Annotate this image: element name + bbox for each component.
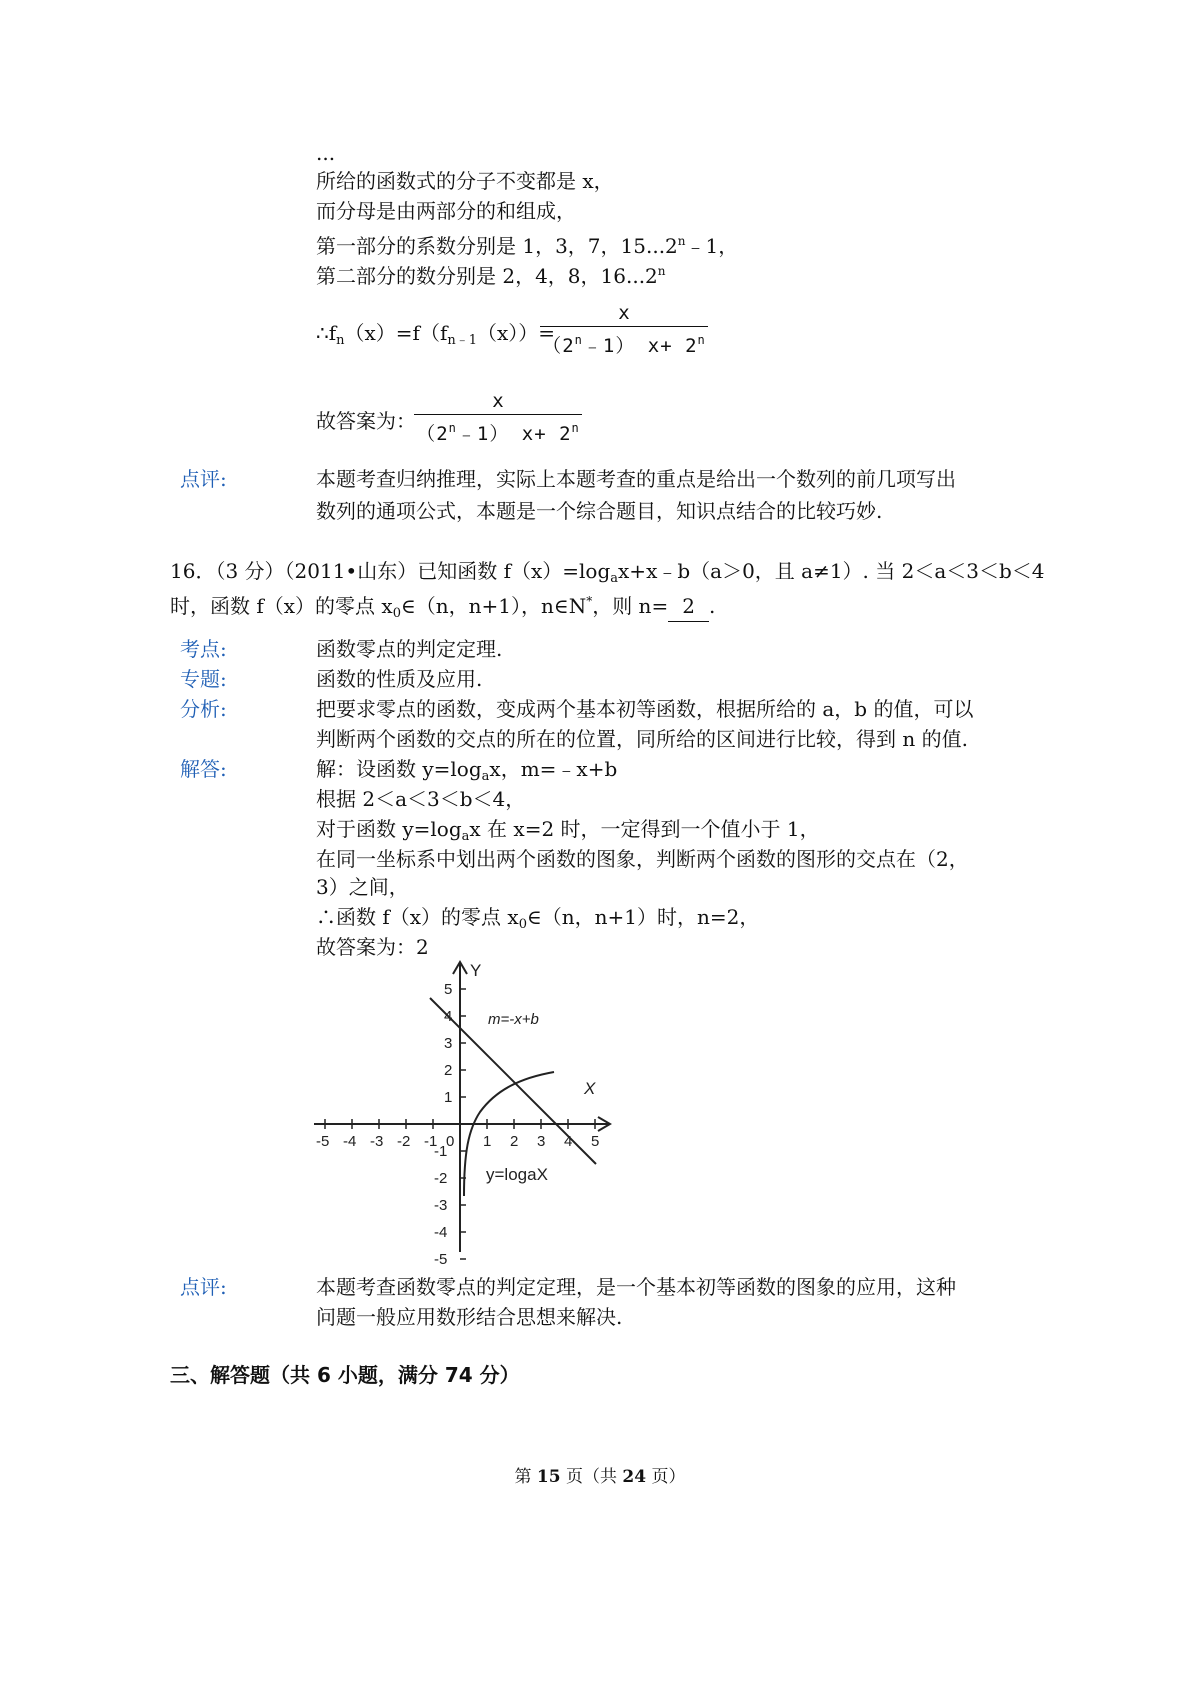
y-tick-label: 1 <box>444 1089 453 1106</box>
x-tick-label: 1 <box>483 1133 492 1150</box>
page-footer: 第 15 页（共 24 页） <box>514 1467 686 1487</box>
y-tick-label: -3 <box>434 1197 448 1214</box>
dianping-line-1: 本题考查函数零点的判定定理，是一个基本初等函数的图象的应用，这种 <box>316 1275 956 1299</box>
x-tick-label: -3 <box>370 1133 384 1150</box>
comment-line-2: 数列的通项公式，本题是一个综合题目，知识点结合的比较巧妙. <box>316 499 883 523</box>
section-heading: 三、解答题（共 6 小题，满分 74 分） <box>170 1363 520 1387</box>
jieda-line-2: 根据 2＜a＜3＜b＜4， <box>316 787 526 811</box>
kaodian-text: 函数零点的判定定理. <box>316 637 503 661</box>
solution-line-3: 第一部分的系数分别是 1，3，7，15...2$^n$﹣1， <box>316 234 739 258</box>
jieda-label: 解答: <box>180 757 227 781</box>
jieda-line-4: 在同一坐标系中划出两个函数的图象，判断两个函数的图形的交点在（2， <box>316 847 969 871</box>
line-m-label: m=-x+b <box>488 1011 539 1028</box>
x-tick-label: -5 <box>316 1133 330 1150</box>
q16-line-1: 16．（3 分）（2011•山东）已知函数 $f(x)=\log_ax+x﹣b(a>0$，且 a≠1）. 当 2＜a＜3＜b＜4 <box>170 559 1045 586</box>
y-tick-label: 5 <box>444 981 453 998</box>
kaodian-label: 考点: <box>180 637 227 661</box>
x-tick-label: 2 <box>510 1133 519 1150</box>
formula-fraction: x （2$^n$﹣1） $x+ 2^n$ <box>540 302 708 358</box>
x-tick-label: -2 <box>397 1133 411 1150</box>
y-tick-label: 4 <box>444 1008 453 1025</box>
dianping-line-2: 问题一般应用数形结合思想来解决. <box>316 1305 623 1329</box>
x-tick-label: -1 <box>424 1133 438 1150</box>
fenxi-label: 分析: <box>180 697 227 721</box>
x-tick-label: 5 <box>591 1133 600 1150</box>
x-axis-label: X <box>584 1079 596 1098</box>
solution-line-1: 所给的函数式的分子不变都是 x， <box>316 169 614 193</box>
jieda-line-6: ∴函数 f（x）的零点 $x_0\in(n$，n+1）时，n=2， <box>316 905 760 932</box>
comment-label: 点评: <box>180 467 227 491</box>
zhuanti-text: 函数的性质及应用. <box>316 667 483 691</box>
answer-blank: 2 <box>668 591 709 622</box>
answer-fraction: x （2$^n$﹣1） $x+ 2^n$ <box>414 390 582 446</box>
jieda-line-1: 解：设函数 $y=\log_ax$，m=﹣x+b <box>316 757 618 784</box>
x-tick-label: 3 <box>537 1133 546 1150</box>
jieda-line-5: 3）之间， <box>316 875 409 899</box>
y-tick-label: 3 <box>444 1035 453 1052</box>
answer-label: 故答案为： <box>316 409 416 433</box>
fenxi-line-2: 判断两个函数的交点的所在的位置，同所给的区间进行比较，得到 n 的值. <box>316 727 968 751</box>
x-tick-label: -4 <box>343 1133 357 1150</box>
y-tick-label: -5 <box>434 1251 448 1266</box>
ellipsis: ... <box>316 141 336 165</box>
comment-line-1: 本题考查归纳推理，实际上本题考查的重点是给出一个数列的前几项写出 <box>316 467 956 491</box>
solution-line-4: 第二部分的数分别是 2，4，8，16...2$^n$ <box>316 264 666 288</box>
q16-line-2: 时，函数 f（x）的零点 $x_0\in(n$，n+1），n∈N*，则 n= 2 . <box>170 586 715 629</box>
fenxi-line-1: 把要求零点的函数，变成两个基本初等函数，根据所给的 a，b 的值，可以 <box>316 697 974 721</box>
zhuanti-label: 专题: <box>180 667 227 691</box>
y-tick-label: -4 <box>434 1224 448 1241</box>
curve-log-label: y=logaX <box>486 1165 548 1184</box>
jieda-line-7: 故答案为：2 <box>316 935 429 959</box>
x-tick-label: 0 <box>446 1133 455 1150</box>
jieda-line-3: 对于函数 $y=\log_ax$ 在 x=2 时，一定得到一个值小于 1， <box>316 817 820 844</box>
x-tick-label: 4 <box>564 1133 573 1150</box>
solution-line-2: 而分母是由两部分的和组成， <box>316 199 576 223</box>
y-tick-label: -1 <box>434 1143 448 1160</box>
y-axis-label: Y <box>470 961 482 980</box>
function-graph <box>300 954 630 1266</box>
formula-fn: $\therefore f_n(x)=f(f_{n﹣1}(x))=$ <box>316 321 556 348</box>
y-tick-label: 2 <box>444 1062 453 1079</box>
y-tick-label: -2 <box>434 1170 448 1187</box>
dianping-label: 点评: <box>180 1275 227 1299</box>
